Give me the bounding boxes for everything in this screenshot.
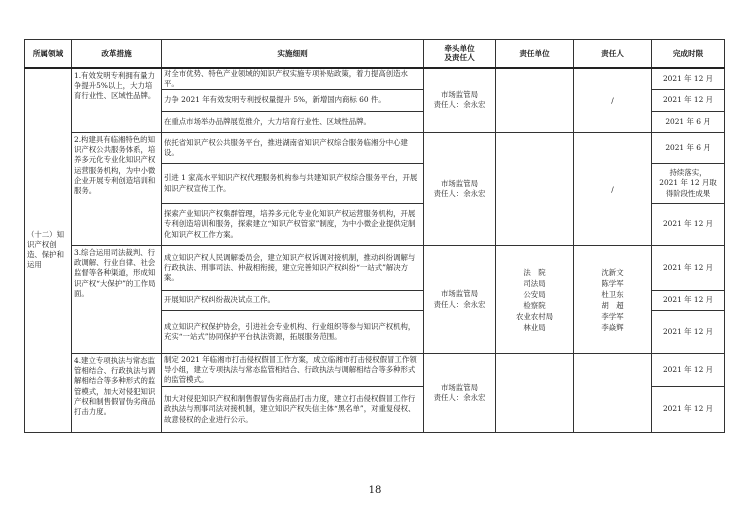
deadline-cell: 2021 年 12 月 xyxy=(652,90,725,112)
deadline-cell: 2021 年 12 月 xyxy=(652,311,725,354)
header-responsible-person: 责任人 xyxy=(574,40,652,68)
header-detail: 实施细则 xyxy=(162,40,424,68)
reform-measures-table xyxy=(24,39,725,433)
detail-cell: 依托省知识产权公共服务平台，推进湖南省知识产权综合服务临湘分中心建设。 xyxy=(162,133,424,164)
deadline-cell: 2021 年 12 月 xyxy=(652,291,725,311)
header-measure: 改革措施 xyxy=(72,40,162,68)
deadline-cell: 2021 年 12 月 xyxy=(652,204,725,246)
detail-cell: 成立知识产权保护协会，引进社会专业机构、行业组织等参与知识产权机构，充实“一站式”协同保护平台执法资源，拓展服务范围。 xyxy=(162,311,424,354)
measure-cell: 4.建立专项执法与常态监管相结合、行政执法与调解相结合等多种形式的监管模式，加大对侵犯知识产权和制售假冒伪劣商品打击力度。 xyxy=(72,354,162,433)
header-domain: 所属领域 xyxy=(25,40,72,68)
detail-cell: 在重点市场举办品牌展览推介，大力培育行业性、区域性品牌。 xyxy=(162,112,424,133)
table-row xyxy=(25,133,725,164)
detail-cell: 成立知识产权人民调解委员会，建立知识产权诉调对接机制，推动纠纷调解与行政执法、刑事司法、仲裁相衔接，建立完善知识产权纠纷“一站式”解决方案。 xyxy=(162,246,424,291)
deadline-cell: 2021 年 6 月 xyxy=(652,133,725,164)
detail-cell: 开展知识产权纠纷裁决试点工作。 xyxy=(162,291,424,311)
detail-cell: 制定 2021 年临湘市打击侵权假冒工作方案，成立临湘市打击侵权假冒工作领导小组，建立专项执法与常态监管相结合、行政执法与调解相结合等多种形式的监管模式。 xyxy=(162,354,424,387)
responsible-unit-cell: 法 院 司法局 公安局 检察院 农业农村局 林业局 xyxy=(496,246,574,354)
responsible-person-cell: / xyxy=(574,68,652,133)
detail-cell: 加大对侵犯知识产权和制售假冒伪劣商品打击力度，建立打击侵权假冒工作行政执法与刑事司法对接机制，建立知识产权失信主体“黑名单”，对重复侵权、故意侵权的企业进行公示。 xyxy=(162,387,424,433)
lead-unit-cell: 市场监管局 责任人：余永宏 xyxy=(424,133,496,246)
measure-cell: 3.综合运用司法裁判、行政调解、行业自律、社会监督等各种渠道，形成知识产权“大保护”的工作局面。 xyxy=(72,246,162,354)
header-responsible-unit: 责任单位 xyxy=(496,40,574,68)
lead-unit-cell: 市场监管局 责任人：余永宏 xyxy=(424,246,496,354)
measure-cell: 1.有效发明专利拥有量力争提升5%以上，大力培育行业性、区域性品牌。 xyxy=(72,68,162,133)
responsible-person-cell xyxy=(574,354,652,433)
deadline-cell: 2021 年 12 月 xyxy=(652,354,725,387)
responsible-unit-cell xyxy=(496,133,574,246)
deadline-cell: 2021 年 12 月 xyxy=(652,246,725,291)
table-row xyxy=(25,68,725,90)
detail-cell: 对全市优势、特色产业领域的知识产权实施专项补贴政策，着力提高创造水平。 xyxy=(162,68,424,90)
lead-unit-cell: 市场监管局 责任人：余永宏 xyxy=(424,354,496,433)
deadline-cell: 2021 年 12 月 xyxy=(652,387,725,433)
detail-cell: 探索产业知识产权集群管理，培养多元化专业化知识产权运营服务机构，开展专利创造培训和服务，探索建立“知识产权管家”制度，为中小微企业提供定制化知识产权工作方案。 xyxy=(162,204,424,246)
responsible-unit-cell xyxy=(496,354,574,433)
responsible-person-cell: 沈新文 陈学军 杜卫东 胡 超 李学军 李焱辉 xyxy=(574,246,652,354)
domain-cell: （十二）知识产权创造、保护和运用 xyxy=(25,68,72,433)
lead-unit-cell: 市场监管局 责任人：余永宏 xyxy=(424,68,496,133)
deadline-cell: 2021 年 6 月 xyxy=(652,112,725,133)
page-number: 18 xyxy=(368,485,382,496)
deadline-cell: 持续落实， 2021 年 12 月取 得阶段性成果 xyxy=(652,164,725,204)
deadline-cell: 2021 年 12 月 xyxy=(652,68,725,90)
table-row xyxy=(25,246,725,291)
detail-cell: 引进 1 家高水平知识产权代理服务机构参与共建知识产权综合服务平台，开展知识产权宣传工作。 xyxy=(162,164,424,204)
responsible-unit-cell xyxy=(496,68,574,133)
responsible-person-cell: / xyxy=(574,133,652,246)
table-row xyxy=(25,354,725,387)
measure-cell: 2.构建具有临湘特色的知识产权公共服务体系，培养多元化专业化知识产权运营服务机构，为中小微企业开展专利创造培训和服务。 xyxy=(72,133,162,246)
table-header-row xyxy=(25,40,725,68)
table-body xyxy=(25,68,725,433)
detail-cell: 力争 2021 年有效发明专利授权量提升 5%，新增国内商标 60 件。 xyxy=(162,90,424,112)
header-lead-unit: 牵头单位 及责任人 xyxy=(424,40,496,68)
header-deadline: 完成时限 xyxy=(652,40,725,68)
